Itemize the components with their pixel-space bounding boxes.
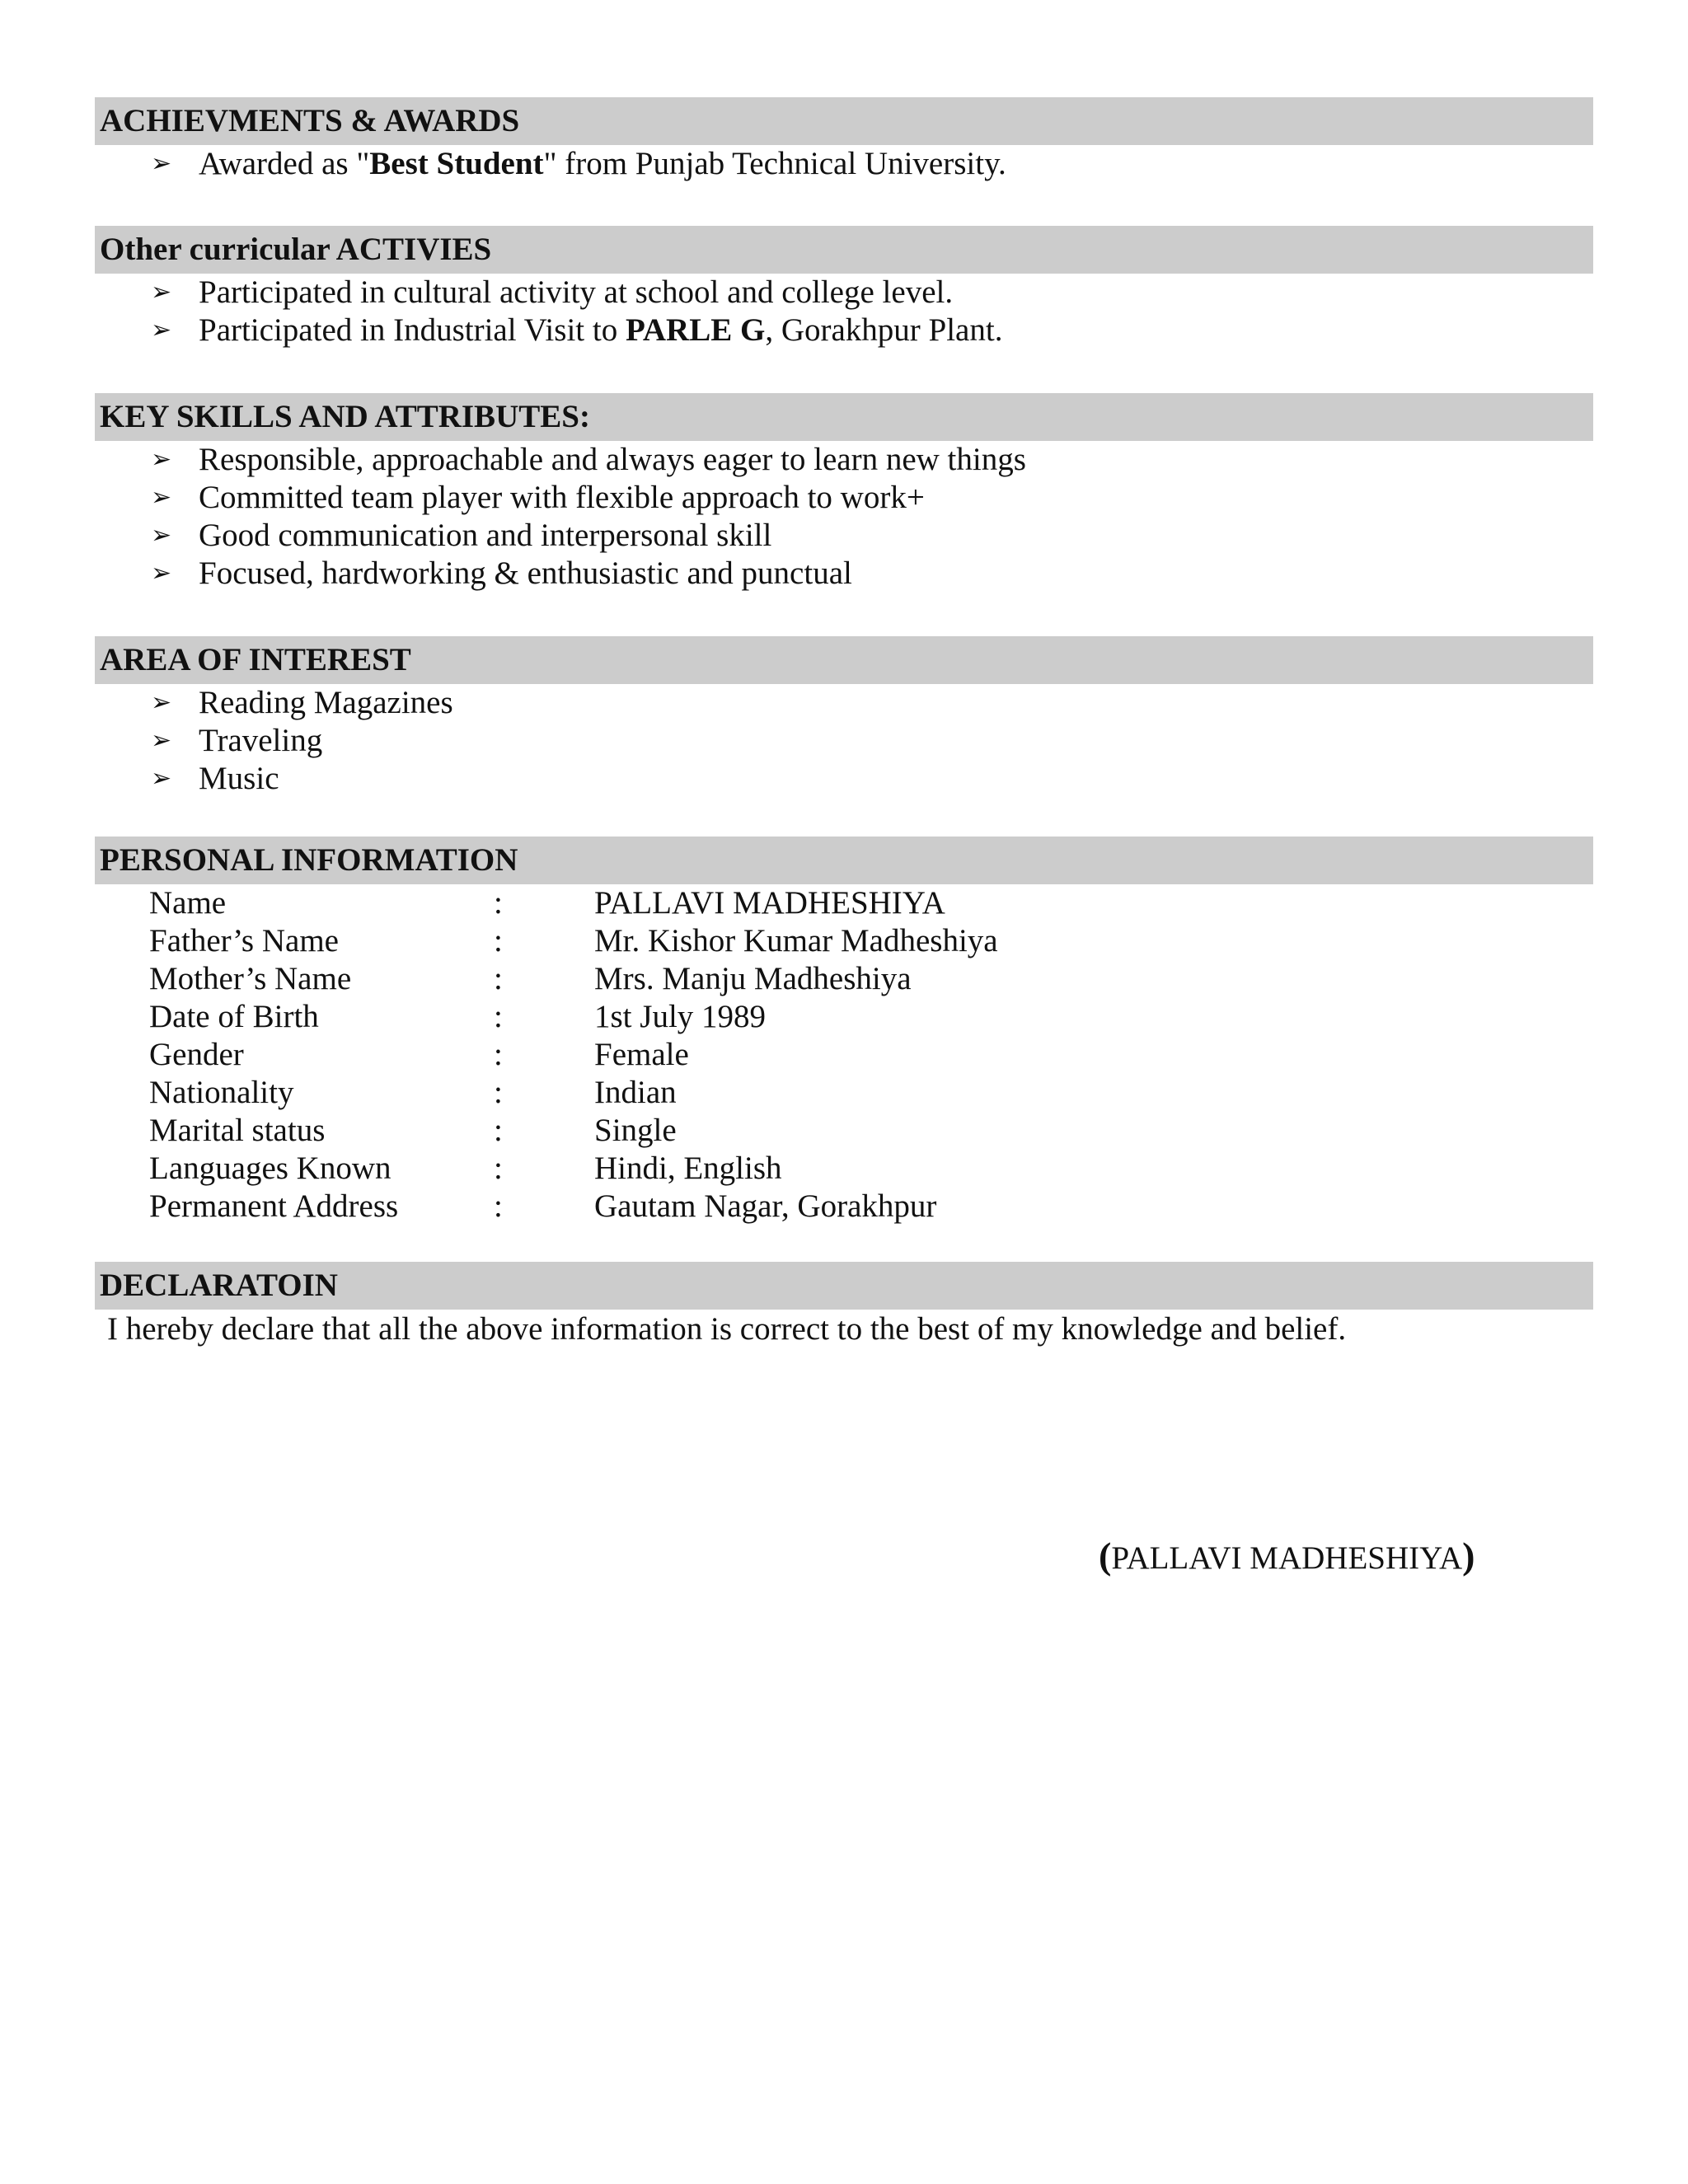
section-header-interests: AREA OF INTEREST [95,636,1593,684]
activity-bold: PARLE G [625,312,766,348]
info-label: Marital status [149,1113,326,1148]
interest-text: Music [199,761,279,796]
info-separator: : [494,1113,503,1148]
info-value: Female [594,1037,689,1072]
declaration-text: I hereby declare that all the above information is correct to the best of my knowledge and belief. [107,1311,1347,1347]
info-label: Date of Birth [149,999,319,1034]
skill-text: Focused, hardworking & enthusiastic and punctual [199,555,852,591]
activity-text-prefix: Participated in Industrial Visit to [199,312,626,348]
interest-item [151,684,453,722]
info-value: Single [594,1113,677,1148]
arrowhead-bullet-icon: ➢ [151,149,172,178]
info-separator: : [494,1075,503,1110]
skill-text: Good communication and interpersonal skill [199,518,772,553]
info-separator: : [494,961,503,996]
info-value: PALLAVI MADHESHIYA [594,885,945,921]
signature-open-paren: ( [1099,1535,1112,1577]
signature-close-paren: ) [1462,1535,1475,1577]
section-header-achievements: ACHIEVMENTS & AWARDS [95,97,1593,145]
skill-text: Committed team player with flexible approach to work+ [199,480,925,515]
achievement-text-suffix: " from Punjab Technical University. [543,146,1006,181]
info-separator: : [494,1151,503,1186]
info-value: 1st July 1989 [594,999,767,1034]
interest-text: Traveling [199,723,323,758]
arrowhead-bullet-icon: ➢ [151,764,172,793]
activity-text-suffix: , Gorakhpur Plant. [765,312,1003,348]
activity-text: Participated in cultural activity at school and college level. [199,274,954,310]
skill-item [151,479,925,517]
section-header-skills: KEY SKILLS AND ATTRIBUTES: [95,393,1593,441]
info-label: Father’s Name [149,923,339,958]
interest-text: Reading Magazines [199,685,453,720]
info-separator: : [494,1188,503,1224]
signature-text: PALLAVI MADHESHIYA [1111,1540,1463,1576]
arrowhead-bullet-icon: ➢ [151,559,172,588]
signature-name [1099,1535,1475,1580]
arrowhead-bullet-icon: ➢ [151,483,172,512]
arrowhead-bullet-icon: ➢ [151,726,172,755]
arrowhead-bullet-icon: ➢ [151,445,172,474]
info-separator: : [494,885,503,921]
info-label: Gender [149,1037,244,1072]
arrowhead-bullet-icon: ➢ [151,316,172,344]
info-value: Mr. Kishor Kumar Madheshiya [594,923,998,958]
info-label: Mother’s Name [149,961,352,996]
info-separator: : [494,1037,503,1072]
info-label: Name [149,885,227,921]
skill-text: Responsible, approachable and always eager to learn new things [199,442,1026,477]
arrowhead-bullet-icon: ➢ [151,521,172,550]
achievement-text-prefix: Awarded as " [199,146,370,181]
info-label: Languages Known [149,1151,392,1186]
section-header-personal: PERSONAL INFORMATION [95,837,1593,884]
info-value: Mrs. Manju Madheshiya [594,961,912,996]
info-separator: : [494,923,503,958]
interest-item [151,760,279,798]
activity-item [151,274,953,312]
arrowhead-bullet-icon: ➢ [151,278,172,307]
achievement-item [151,145,1006,183]
achievement-bold: Best Student [369,146,544,181]
skill-item [151,517,771,555]
info-value: Indian [594,1075,677,1110]
section-header-activities: Other curricular ACTIVIES [95,226,1593,274]
info-value: Hindi, English [594,1151,782,1186]
info-label: Permanent Address [149,1188,399,1224]
interest-item [151,722,322,760]
info-value: Gautam Nagar, Gorakhpur [594,1188,937,1224]
info-label: Nationality [149,1075,294,1110]
section-header-declaration: DECLARATOIN [95,1262,1593,1310]
skill-item [151,441,1026,479]
skill-item [151,555,852,593]
activity-item [151,312,1002,349]
arrowhead-bullet-icon: ➢ [151,688,172,717]
info-separator: : [494,999,503,1034]
